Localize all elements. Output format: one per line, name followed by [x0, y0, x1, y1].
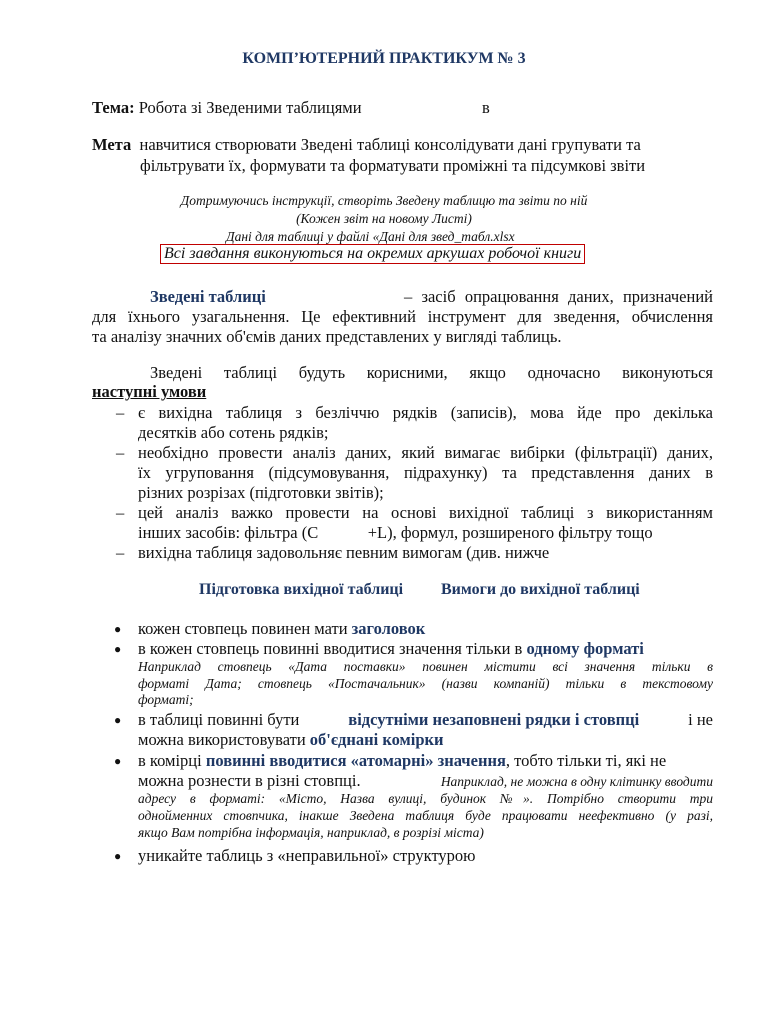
requirement-3-highlight-2: об'єднані комірки [309, 730, 444, 749]
requirement-3-text-c: можна використовувати [138, 730, 310, 749]
intro-line-2: для їхнього узагальнення. Це ефективний інструмент для зведення, обчислення [92, 307, 713, 326]
requirement-3-line-1 [138, 710, 713, 730]
page-title: КОМП’ЮТЕРНИЙ ПРАКТИКУМ № 3 [242, 50, 526, 67]
section-heading-requirements: Вимоги до вихідної таблиці [441, 581, 640, 598]
dash-bullet: – [116, 543, 125, 562]
condition-1-line-1: є вихідна таблиця з безліччю рядків (записів), мова йде про декілька [138, 403, 713, 422]
requirement-3-text-b: і не [688, 710, 713, 729]
topic-line [92, 98, 362, 118]
conditions-heading: наступні умови [92, 382, 207, 401]
requirement-2-note-1: Наприклад стовпець «Дата поставки» повинен містити всі значення тільки в [138, 659, 713, 674]
intro-term: Зведені таблиці [150, 287, 266, 306]
requirement-4-highlight: повинні вводитися «атомарні» значення [205, 751, 506, 770]
requirement-1-text: кожен стовпець повинен мати [138, 619, 352, 638]
goal-text-1: навчитися створювати Зведені таблиці консолідувати дані групувати та [139, 135, 641, 154]
dash-bullet: – [116, 503, 125, 522]
requirement-4-note-2: адресу в форматі: «Місто, Назва вулиці, будинок №». Потрібно створити три [138, 791, 713, 806]
requirement-2-note-3: форматі; [138, 692, 194, 707]
bullet-dot: ● [114, 713, 122, 727]
bullet-dot: ● [114, 622, 122, 636]
condition-3-line-1: цей аналіз важко провести на основі вихідної таблиці з використанням [138, 503, 713, 522]
condition-2-line-1: необхідно провести аналіз даних, який вимагає вибірки (фільтрації) даних, [138, 443, 713, 462]
dash-bullet: – [116, 443, 125, 462]
goal-label: Мета [92, 135, 132, 154]
instruction-line-3: Дані для таблиці у файлі «Дані для звед_табл.xlsx [226, 229, 515, 244]
requirement-2-text: в кожен стовпець повинні вводитися значення тільки в [138, 639, 527, 658]
boxed-notice: Всі завдання виконуються на окремих аркушах робочої книги [160, 244, 585, 264]
condition-2-line-2: їх угруповання (підсумовування, підрахунку) та представлення даних в [138, 463, 713, 482]
conditions-line-1: Зведені таблиці будуть корисними, якщо одночасно виконуються [150, 363, 713, 382]
condition-1-line-2: десятків або сотень рядків; [138, 423, 329, 442]
requirement-4-note-3: однойменних стовпчика, інакше Зведена таблиця буде працювати неефективно (у разі, [138, 808, 713, 823]
requirement-3-text-a: в таблиці повинні бути [138, 710, 300, 729]
topic-label: Тема: [92, 98, 135, 117]
requirement-3-highlight-1: відсутніми незаповнені рядки і стовпці [348, 710, 640, 729]
bullet-dot: ● [114, 754, 122, 768]
topic-trail: в [482, 98, 490, 117]
requirement-4-note-4: якщо Вам потрібна інформація, наприклад, в розрізі міста) [138, 825, 484, 840]
condition-4-line-1: вихідна таблиця задовольняє певним вимогам (див. нижче [138, 543, 550, 562]
intro-line-3: та аналізу значних об'ємів даних представлених у вигляді таблиць. [92, 327, 562, 346]
dash-bullet: – [116, 403, 125, 422]
requirement-1-highlight: заголовок [351, 619, 426, 638]
instruction-line-1: Дотримуючись інструкції, створіть Зведену таблицю та звіти по ній [180, 193, 588, 208]
requirement-5: уникайте таблиць з «неправильної» структурою [138, 846, 476, 865]
goal-line-1 [92, 135, 641, 155]
goal-text-2: фільтрувати їх, формувати та форматувати проміжні та підсумкові звіти [140, 156, 646, 175]
bullet-dot: ● [114, 642, 122, 656]
requirement-4-text-b: , тобто тільки ті, які не [505, 751, 667, 770]
requirement-2 [138, 639, 644, 659]
requirement-2-highlight: одному форматі [526, 639, 644, 658]
requirement-3-line-2 [138, 730, 444, 750]
intro-line-1: – засіб опрацювання даних, призначений [404, 287, 713, 306]
requirement-2-note-2: форматі Дата; стовпець «Постачальник» (назви компаній) тільки в текстовому [138, 676, 713, 691]
requirement-4-note-1: Наприклад, не можна в одну клітинку вводити [440, 774, 713, 789]
requirement-4-text-a: в комірці [138, 751, 206, 770]
instruction-line-2: (Кожен звіт на новому Листі) [296, 211, 472, 226]
requirement-4-line-2 [138, 771, 713, 791]
section-heading-preparation: Підготовка вихідної таблиці [199, 581, 404, 598]
requirement-4-text-c: можна рознести в різні стовпці. [138, 771, 361, 790]
topic-text: Робота зі Зведеними таблицями [138, 98, 362, 117]
requirement-1 [138, 619, 425, 639]
requirement-4-line-1 [138, 751, 666, 771]
bullet-dot: ● [114, 849, 122, 863]
condition-2-line-3: різних розрізах (підготовки звітів); [138, 483, 384, 502]
condition-3-line-2: інших засобів: фільтра (С +L), формул, розширеного фільтру тощо [138, 523, 653, 542]
